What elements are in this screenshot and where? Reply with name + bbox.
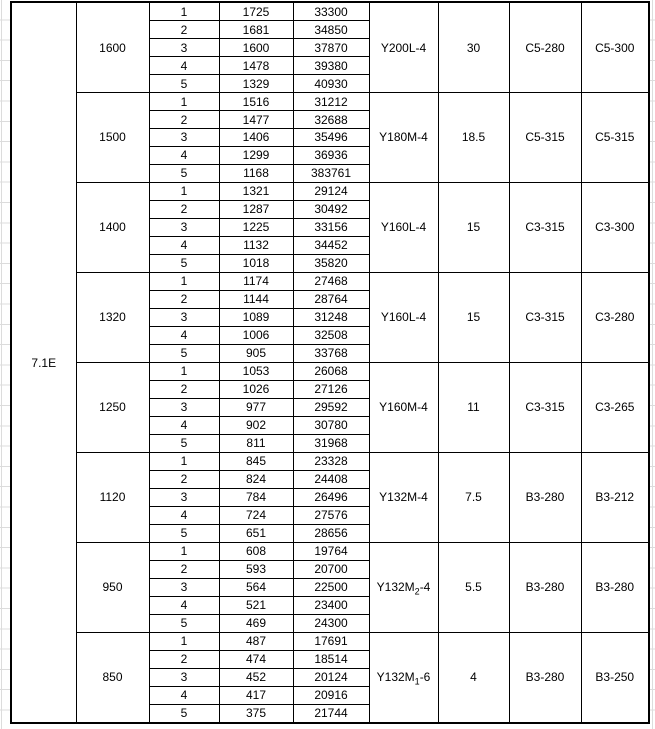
spec-b-cell: B3-280: [581, 542, 649, 632]
value2-cell: 19764: [293, 542, 369, 560]
value1-cell: 1287: [219, 200, 293, 218]
value1-cell: 487: [219, 632, 293, 650]
spec-b-cell: B3-212: [581, 452, 649, 542]
row-index-cell: 5: [149, 434, 219, 452]
speed-cell: 1500: [76, 93, 149, 183]
spec-b-cell: C3-265: [581, 362, 649, 452]
value1-cell: 1681: [219, 21, 293, 39]
motor-model-cell: [369, 272, 438, 362]
row-index-cell: 3: [149, 308, 219, 326]
value2-cell: 27468: [293, 272, 369, 290]
value1-cell: 608: [219, 542, 293, 560]
value1-cell: 724: [219, 506, 293, 524]
row-index-cell: 5: [149, 344, 219, 362]
power-cell: 11: [438, 362, 509, 452]
value2-cell: 26068: [293, 362, 369, 380]
motor-model-main: Y132M-4: [379, 490, 428, 505]
motor-model-main: Y200L-4: [380, 40, 427, 55]
spec-b-cell: B3-250: [581, 632, 649, 723]
motor-model-subscript: 1: [414, 676, 420, 687]
row-index-cell: 3: [149, 129, 219, 147]
value1-cell: 1089: [219, 308, 293, 326]
value2-cell: 32508: [293, 326, 369, 344]
power-cell: 15: [438, 182, 509, 272]
row-index-cell: 2: [149, 111, 219, 129]
power-cell: 5.5: [438, 542, 509, 632]
value2-cell: 20916: [293, 686, 369, 704]
row-index-cell: 3: [149, 218, 219, 236]
value2-cell: 35820: [293, 254, 369, 272]
power-cell: 18.5: [438, 93, 509, 183]
row-index-cell: 1: [149, 93, 219, 111]
value1-cell: 1006: [219, 326, 293, 344]
value1-cell: 593: [219, 560, 293, 578]
speed-cell: 1600: [76, 2, 149, 93]
value2-cell: 40930: [293, 75, 369, 93]
row-index-cell: 5: [149, 704, 219, 723]
row-index-cell: 4: [149, 146, 219, 164]
spec-a-cell: C3-315: [509, 272, 581, 362]
value1-cell: 1168: [219, 164, 293, 182]
value2-cell: 20124: [293, 668, 369, 686]
table-row: [11, 93, 649, 111]
value1-cell: 1174: [219, 272, 293, 290]
speed-cell: 850: [76, 632, 149, 723]
value1-cell: 1018: [219, 254, 293, 272]
power-cell: 7.5: [438, 452, 509, 542]
value2-cell: 35496: [293, 129, 369, 147]
row-index-cell: 4: [149, 57, 219, 75]
value2-cell: 33156: [293, 218, 369, 236]
table-row: [11, 272, 649, 290]
row-index-cell: 3: [149, 578, 219, 596]
speed-cell: 950: [76, 542, 149, 632]
motor-model-main: Y160L-4: [380, 310, 427, 325]
value1-cell: 1516: [219, 93, 293, 111]
fan-selection-table: [10, 1, 650, 724]
spec-a-cell: B3-280: [509, 452, 581, 542]
value1-cell: 651: [219, 524, 293, 542]
motor-model-main: Y132M: [376, 670, 415, 685]
row-index-cell: 2: [149, 290, 219, 308]
motor-model-cell: [369, 542, 438, 632]
power-cell: 30: [438, 2, 509, 93]
row-index-cell: 5: [149, 164, 219, 182]
value1-cell: 1329: [219, 75, 293, 93]
row-index-cell: 1: [149, 362, 219, 380]
spec-a-cell: C3-315: [509, 182, 581, 272]
motor-model-cell: [369, 362, 438, 452]
value2-cell: 31968: [293, 434, 369, 452]
row-index-cell: 3: [149, 39, 219, 57]
spec-b-cell: C3-300: [581, 182, 649, 272]
row-index-cell: 5: [149, 524, 219, 542]
value1-cell: 1132: [219, 236, 293, 254]
value2-cell: 39380: [293, 57, 369, 75]
speed-cell: 1320: [76, 272, 149, 362]
value2-cell: 21744: [293, 704, 369, 723]
value2-cell: 29124: [293, 182, 369, 200]
row-index-cell: 1: [149, 452, 219, 470]
value2-cell: 18514: [293, 650, 369, 668]
value2-cell: 27126: [293, 380, 369, 398]
motor-model-tail: -4: [419, 580, 431, 595]
row-index-cell: 4: [149, 326, 219, 344]
value1-cell: 1477: [219, 111, 293, 129]
speed-cell: 1250: [76, 362, 149, 452]
speed-cell: 1120: [76, 452, 149, 542]
value1-cell: 1225: [219, 218, 293, 236]
value1-cell: 1053: [219, 362, 293, 380]
value2-cell: 33300: [293, 2, 369, 21]
value2-cell: 27576: [293, 506, 369, 524]
row-index-cell: 2: [149, 560, 219, 578]
fan-model-cell: 7.1E: [11, 2, 76, 723]
row-index-cell: 5: [149, 254, 219, 272]
value2-cell: 37870: [293, 39, 369, 57]
power-cell: 4: [438, 632, 509, 723]
table-row: [11, 452, 649, 470]
row-index-cell: 4: [149, 416, 219, 434]
value1-cell: 824: [219, 470, 293, 488]
row-index-cell: 1: [149, 272, 219, 290]
speed-cell: 1400: [76, 182, 149, 272]
row-index-cell: 4: [149, 506, 219, 524]
value2-cell: 17691: [293, 632, 369, 650]
value1-cell: 1321: [219, 182, 293, 200]
value2-cell: 22500: [293, 578, 369, 596]
value1-cell: 452: [219, 668, 293, 686]
row-index-cell: 1: [149, 542, 219, 560]
motor-model-main: Y160L-4: [380, 220, 427, 235]
motor-model-main: Y132M: [376, 580, 415, 595]
value1-cell: 811: [219, 434, 293, 452]
row-index-cell: 4: [149, 596, 219, 614]
value1-cell: 845: [219, 452, 293, 470]
row-index-cell: 4: [149, 686, 219, 704]
value2-cell: 23400: [293, 596, 369, 614]
row-index-cell: 1: [149, 182, 219, 200]
value1-cell: 1725: [219, 2, 293, 21]
excel-gridline-right: [652, 0, 653, 729]
spec-a-cell: C3-315: [509, 362, 581, 452]
row-index-cell: 2: [149, 21, 219, 39]
spec-a-cell: C5-315: [509, 93, 581, 183]
row-index-cell: 3: [149, 668, 219, 686]
value2-cell: 24300: [293, 614, 369, 632]
motor-model-cell: [369, 93, 438, 183]
table-row: [11, 362, 649, 380]
motor-model-cell: [369, 182, 438, 272]
value1-cell: 905: [219, 344, 293, 362]
value2-cell: 31212: [293, 93, 369, 111]
value1-cell: 902: [219, 416, 293, 434]
power-cell: 15: [438, 272, 509, 362]
spec-a-cell: B3-280: [509, 542, 581, 632]
motor-model-main: Y160M-4: [379, 400, 428, 415]
value2-cell: 34850: [293, 21, 369, 39]
value2-cell: 29592: [293, 398, 369, 416]
row-index-cell: 2: [149, 650, 219, 668]
row-index-cell: 5: [149, 75, 219, 93]
value2-cell: 30780: [293, 416, 369, 434]
row-index-cell: 2: [149, 380, 219, 398]
value1-cell: 375: [219, 704, 293, 723]
row-index-cell: 3: [149, 488, 219, 506]
spec-a-cell: B3-280: [509, 632, 581, 723]
value2-cell: 28656: [293, 524, 369, 542]
value1-cell: 469: [219, 614, 293, 632]
value2-cell: 383761: [293, 164, 369, 182]
table-body: [11, 2, 649, 723]
row-index-cell: 4: [149, 236, 219, 254]
value1-cell: 1478: [219, 57, 293, 75]
value1-cell: 1299: [219, 146, 293, 164]
motor-model-cell: [369, 452, 438, 542]
value1-cell: 521: [219, 596, 293, 614]
value2-cell: 34452: [293, 236, 369, 254]
value1-cell: 417: [219, 686, 293, 704]
row-index-cell: 2: [149, 200, 219, 218]
value2-cell: 20700: [293, 560, 369, 578]
value1-cell: 1026: [219, 380, 293, 398]
motor-model-subscript: 2: [414, 586, 420, 597]
value2-cell: 28764: [293, 290, 369, 308]
table-row: [11, 2, 649, 21]
spec-a-cell: C5-280: [509, 2, 581, 93]
value1-cell: 1406: [219, 129, 293, 147]
spec-b-cell: C5-300: [581, 2, 649, 93]
value1-cell: 1144: [219, 290, 293, 308]
value2-cell: 36936: [293, 146, 369, 164]
row-index-cell: 2: [149, 470, 219, 488]
spec-b-cell: C3-280: [581, 272, 649, 362]
motor-model-cell: [369, 2, 438, 93]
spec-b-cell: C5-315: [581, 93, 649, 183]
value1-cell: 977: [219, 398, 293, 416]
value2-cell: 23328: [293, 452, 369, 470]
table-row: [11, 632, 649, 650]
value2-cell: 33768: [293, 344, 369, 362]
value1-cell: 474: [219, 650, 293, 668]
value2-cell: 24408: [293, 470, 369, 488]
row-index-cell: 5: [149, 614, 219, 632]
motor-model-main: Y180M-4: [379, 130, 428, 145]
table-row: [11, 542, 649, 560]
table-row: [11, 182, 649, 200]
motor-model-tail: -6: [419, 670, 431, 685]
value2-cell: 31248: [293, 308, 369, 326]
value2-cell: 26496: [293, 488, 369, 506]
value2-cell: 32688: [293, 111, 369, 129]
row-index-cell: 1: [149, 2, 219, 21]
value1-cell: 1600: [219, 39, 293, 57]
row-index-cell: 3: [149, 398, 219, 416]
value1-cell: 564: [219, 578, 293, 596]
excel-gridline-left: [1, 0, 2, 729]
row-index-cell: 1: [149, 632, 219, 650]
value1-cell: 784: [219, 488, 293, 506]
motor-model-cell: [369, 632, 438, 723]
value2-cell: 30492: [293, 200, 369, 218]
